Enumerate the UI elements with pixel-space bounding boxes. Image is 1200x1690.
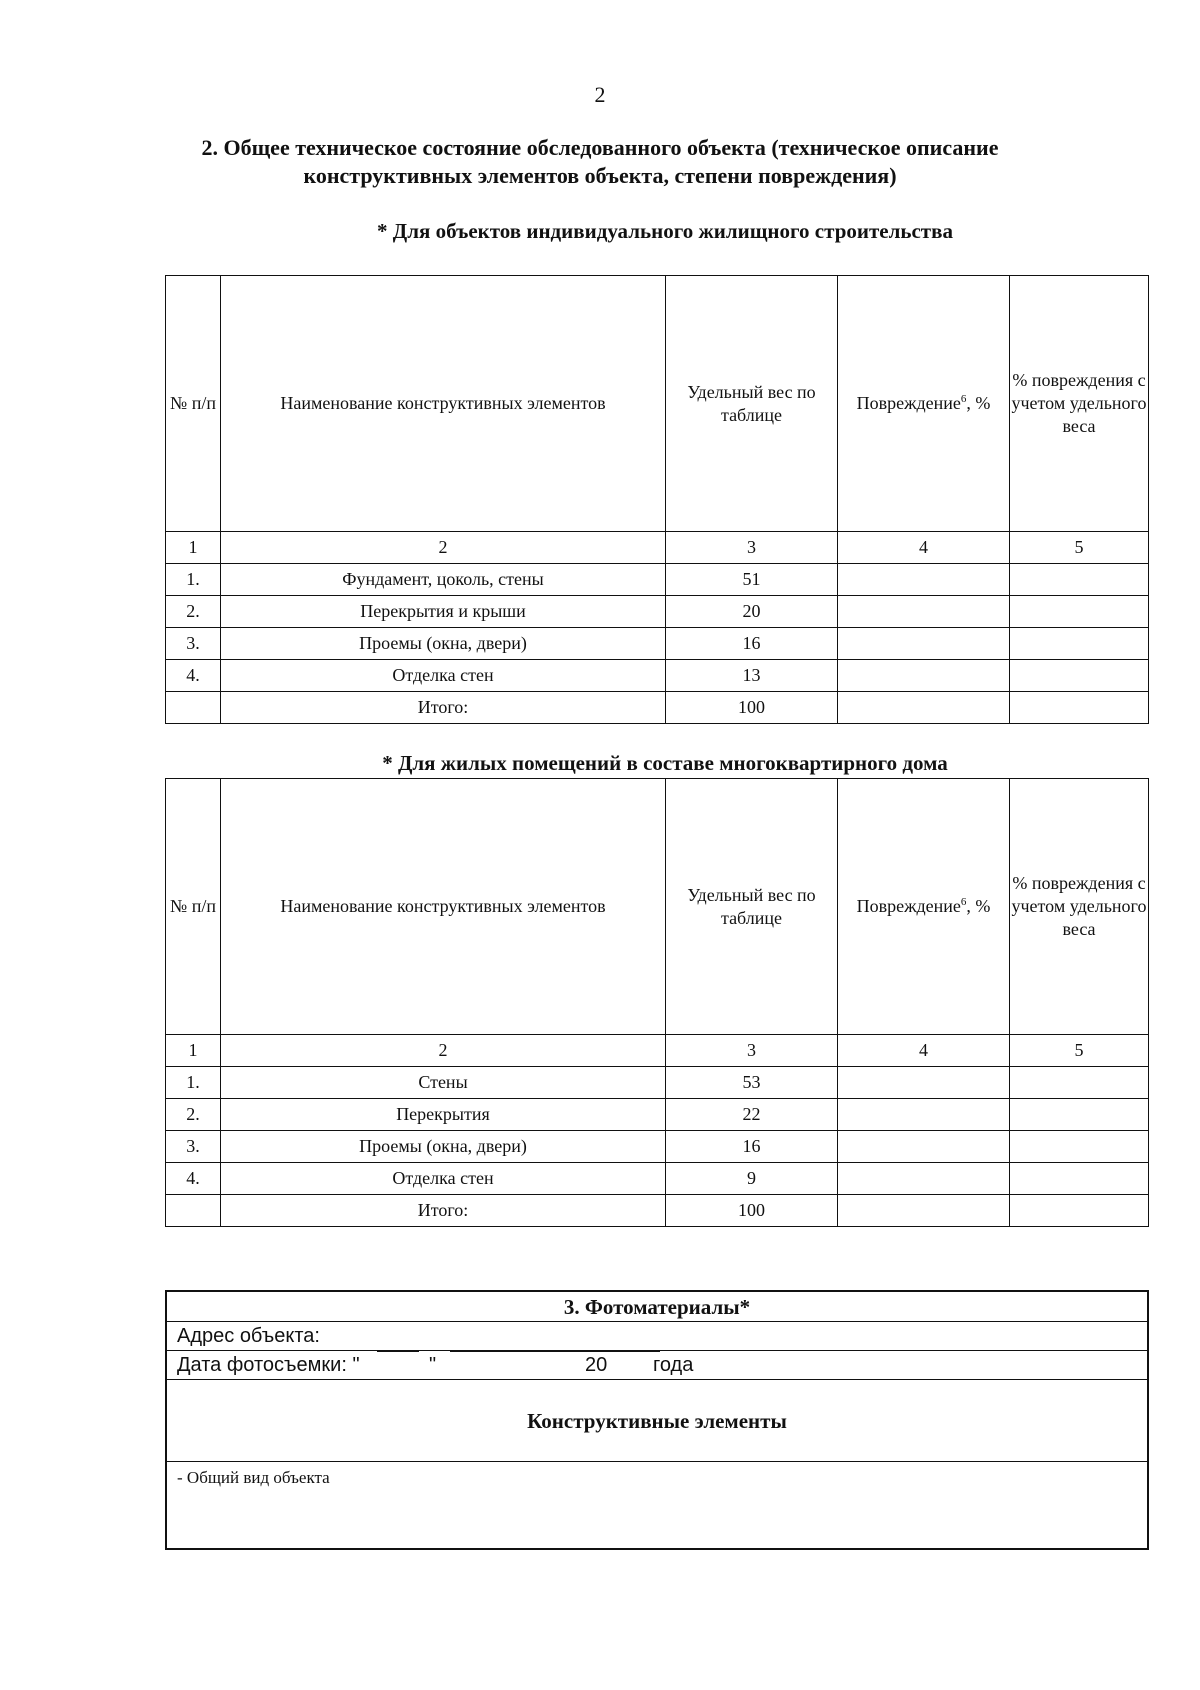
row-weight: 53 [666,1067,838,1099]
row-name: Проемы (окна, двери) [221,1131,666,1163]
row-damage-cell[interactable] [838,1067,1010,1099]
total-weight: 100 [666,692,838,724]
total-weight: 100 [666,1195,838,1227]
row-weight: 22 [666,1099,838,1131]
page-number: 2 [594,82,606,107]
index-cell: 2 [221,1035,666,1067]
header-num: № п/п [166,779,221,1035]
row-weight: 51 [666,564,838,596]
row-damage-cell[interactable] [838,1099,1010,1131]
photo-materials-title: 3. Фотоматериалы* [167,1292,1147,1322]
index-cell: 1 [166,1035,221,1067]
footnote-ref: 6 [960,393,967,405]
table-row [166,1163,1149,1195]
row-num: 4. [166,660,221,692]
photo-date-suffix: года [653,1354,694,1376]
index-cell: 5 [1010,532,1149,564]
index-cell: 3 [666,532,838,564]
index-cell: 2 [221,532,666,564]
index-cell: 5 [1010,1035,1149,1067]
table-row [166,628,1149,660]
row-percent-cell[interactable] [1010,1163,1149,1195]
total-label: Итого: [221,692,666,724]
row-weight: 16 [666,1131,838,1163]
total-percent-cell[interactable] [1010,692,1149,724]
row-percent-cell[interactable] [1010,628,1149,660]
row-damage-cell[interactable] [838,1163,1010,1195]
row-weight: 9 [666,1163,838,1195]
total-num-cell [166,1195,221,1227]
row-percent-cell[interactable] [1010,1131,1149,1163]
row-num: 3. [166,628,221,660]
header-weight: Удельный вес по таблице [666,276,838,532]
row-name: Отделка стен [221,1163,666,1195]
row-num: 1. [166,564,221,596]
table-header-row [166,779,1149,1035]
structural-elements-title: Конструктивные элементы [167,1380,1147,1462]
photo-date-line[interactable] [167,1351,1147,1380]
row-name: Перекрытия [221,1099,666,1131]
header-damage [838,779,1010,1035]
header-name: Наименование конструктивных элементов [221,276,666,532]
table-row [166,1067,1149,1099]
row-weight: 13 [666,660,838,692]
table-header-row [166,276,1149,532]
row-weight: 20 [666,596,838,628]
section-2-title: 2. Общее техническое состояние обследованного объекта (техническое описание конструктивных элементов объекта, степени повреждения) [201,135,999,188]
total-percent-cell[interactable] [1010,1195,1149,1227]
table2-caption: * Для жилых помещений в составе многоквартирного дома [382,751,948,775]
row-damage-cell[interactable] [838,628,1010,660]
table-total-row [166,1195,1149,1227]
row-name: Перекрытия и крыши [221,596,666,628]
photo-date-quote: " [429,1354,437,1376]
day-underline [377,1351,419,1352]
header-percent: % повреждения с учетом удельного веса [1010,779,1149,1035]
header-percent: % повреждения с учетом удельного веса [1010,276,1149,532]
row-damage-cell[interactable] [838,1131,1010,1163]
row-name: Отделка стен [221,660,666,692]
table-row [166,1099,1149,1131]
header-damage [838,276,1010,532]
total-damage-cell[interactable] [838,692,1010,724]
header-damage-label: Повреждение [856,896,961,916]
table1-caption: * Для объектов индивидуального жилищного строительства [377,219,953,243]
total-damage-cell[interactable] [838,1195,1010,1227]
row-weight: 16 [666,628,838,660]
table-row [166,596,1149,628]
row-percent-cell[interactable] [1010,564,1149,596]
header-damage-unit: , % [966,896,991,916]
row-damage-cell[interactable] [838,660,1010,692]
table-index-row [166,1035,1149,1067]
photo-date-label: Дата фотосъемки: " [177,1354,360,1376]
index-cell: 3 [666,1035,838,1067]
row-percent-cell[interactable] [1010,1099,1149,1131]
total-label: Итого: [221,1195,666,1227]
header-damage-unit: , % [966,393,991,413]
header-num: № п/п [166,276,221,532]
table-row [166,564,1149,596]
row-percent-cell[interactable] [1010,660,1149,692]
table-index-row [166,532,1149,564]
footnote-ref: 6 [960,896,967,908]
row-damage-cell[interactable] [838,596,1010,628]
header-weight: Удельный вес по таблице [666,779,838,1035]
total-num-cell [166,692,221,724]
table-apartment-building [165,778,1149,1227]
row-percent-cell[interactable] [1010,1067,1149,1099]
address-line[interactable] [167,1322,1147,1351]
row-name: Фундамент, цоколь, стены [221,564,666,596]
row-num: 1. [166,1067,221,1099]
year-underline [585,1351,647,1352]
header-damage-label: Повреждение [856,393,961,413]
row-num: 2. [166,1099,221,1131]
row-num: 4. [166,1163,221,1195]
row-num: 3. [166,1131,221,1163]
general-view-item: - Общий вид объекта [177,1468,330,1487]
table-row [166,1131,1149,1163]
photo-materials-box [165,1290,1149,1550]
index-cell: 1 [166,532,221,564]
index-cell: 4 [838,532,1010,564]
address-label: Адрес объекта: [177,1325,320,1347]
header-name: Наименование конструктивных элементов [221,779,666,1035]
row-num: 2. [166,596,221,628]
table-row [166,660,1149,692]
row-percent-cell[interactable] [1010,596,1149,628]
table-total-row [166,692,1149,724]
photo-date-year: 20 [585,1354,608,1376]
table-individual-housing [165,275,1149,724]
row-name: Проемы (окна, двери) [221,628,666,660]
row-damage-cell[interactable] [838,564,1010,596]
row-name: Стены [221,1067,666,1099]
index-cell: 4 [838,1035,1010,1067]
